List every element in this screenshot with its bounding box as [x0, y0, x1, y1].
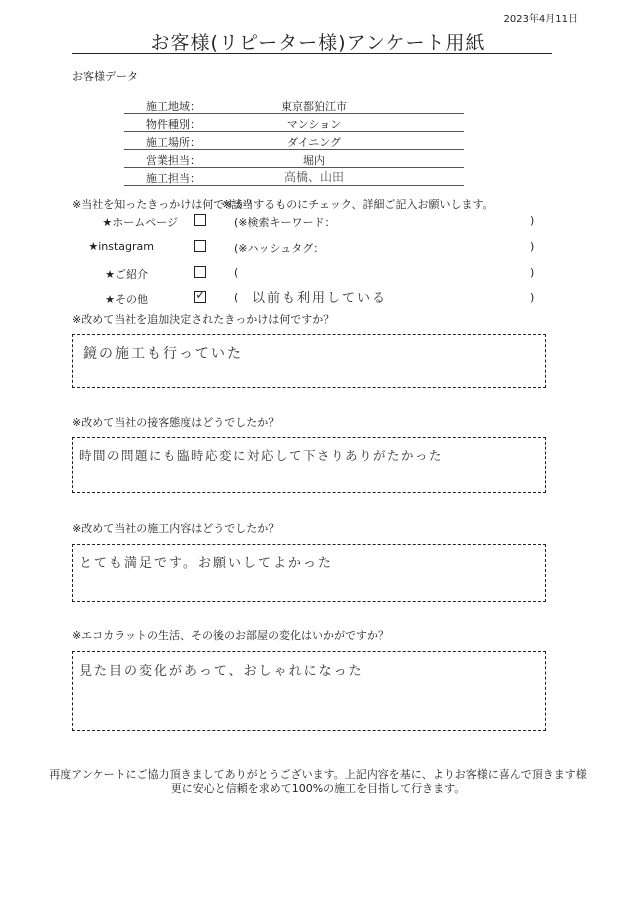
- option-other-answer: 以前も利用している: [252, 291, 388, 306]
- info-row-area: [124, 95, 464, 114]
- option-referral-checkbox[interactable]: [194, 266, 206, 278]
- option-other-close: ): [530, 291, 535, 304]
- option-other-checkbox[interactable]: [194, 288, 206, 303]
- info-label: 物件種別：: [146, 118, 201, 131]
- option-instagram-detail: (※ハッシュタグ：: [234, 242, 325, 255]
- info-value-handwritten: 高橋、山田: [283, 170, 344, 184]
- info-row-location: [124, 131, 464, 150]
- info-row-installer: [124, 167, 464, 186]
- title-divider: [72, 53, 552, 54]
- info-value: ダイニング: [286, 136, 342, 149]
- source-instruction: ※該当するものにチェック、詳細ご記入お願いします。: [222, 198, 494, 211]
- option-homepage-checkbox[interactable]: [194, 214, 206, 226]
- checkmark-icon: ✓: [195, 288, 206, 303]
- info-value: 東京都狛江市: [281, 100, 347, 113]
- option-referral-label: ★ご紹介: [105, 268, 148, 281]
- question-2-answer: 時間の問題にも臨時応変に対応して下さりありがたかった: [79, 448, 444, 463]
- question-3-answer-box[interactable]: [72, 544, 546, 602]
- info-row-property-type: [124, 113, 464, 132]
- survey-date: 2023年4月11日: [503, 14, 578, 25]
- option-instagram-label: ★instagram: [88, 240, 154, 253]
- question-1-answer-box[interactable]: [72, 334, 546, 388]
- info-row-sales-rep: [124, 149, 464, 168]
- question-4-answer: 見た目の変化があって、おしゃれになった: [79, 664, 364, 679]
- option-referral-detail: (: [234, 266, 239, 279]
- option-homepage-label: ★ホームページ: [102, 216, 178, 229]
- question-4-text: ※エコカラットの生活、その後のお部屋の変化はいかがですか？: [72, 629, 389, 642]
- page-title: お客様(リピーター様)アンケート用紙: [150, 32, 486, 54]
- option-instagram-checkbox[interactable]: [194, 240, 206, 252]
- question-1-answer: 鏡の施工も行っていた: [83, 346, 243, 362]
- info-label: 施工場所：: [146, 136, 201, 149]
- option-other-label: ★その他: [105, 293, 148, 306]
- question-4-answer-box[interactable]: [72, 651, 546, 731]
- info-label: 施工地域：: [146, 100, 201, 113]
- info-value: 堀内: [303, 154, 325, 167]
- question-3-answer: とても満足です。お願いしてよかった: [79, 556, 333, 571]
- option-homepage-detail: (※検索キーワード：: [234, 216, 336, 229]
- footer-line-1: 再度アンケートにご協力頂きましてありがとうございます。上記内容を基に、よりお客様に喜んで頂きます様: [49, 768, 587, 781]
- customer-section-label: お客様データ: [72, 70, 138, 83]
- option-referral-close: ): [530, 266, 535, 279]
- question-1-text: ※改めて当社を追加決定されたきっかけは何ですか？: [72, 313, 335, 326]
- option-homepage-close: ): [530, 214, 535, 227]
- question-3-text: ※改めて当社の施工内容はどうでしたか？: [72, 522, 280, 535]
- option-instagram-close: ): [530, 240, 535, 253]
- source-question: ※当社を知ったきっかけは何ですか？: [72, 198, 258, 211]
- option-other-detail: (: [234, 291, 239, 304]
- info-label: 施工担当：: [146, 172, 201, 185]
- question-2-text: ※改めて当社の接客態度はどうでしたか？: [72, 416, 280, 429]
- question-2-answer-box[interactable]: [72, 437, 546, 493]
- info-label: 営業担当：: [146, 154, 201, 167]
- footer-line-2: 更に安心と信頼を求めて100%の施工を目指して行きます。: [170, 782, 466, 795]
- info-value: マンション: [286, 118, 342, 131]
